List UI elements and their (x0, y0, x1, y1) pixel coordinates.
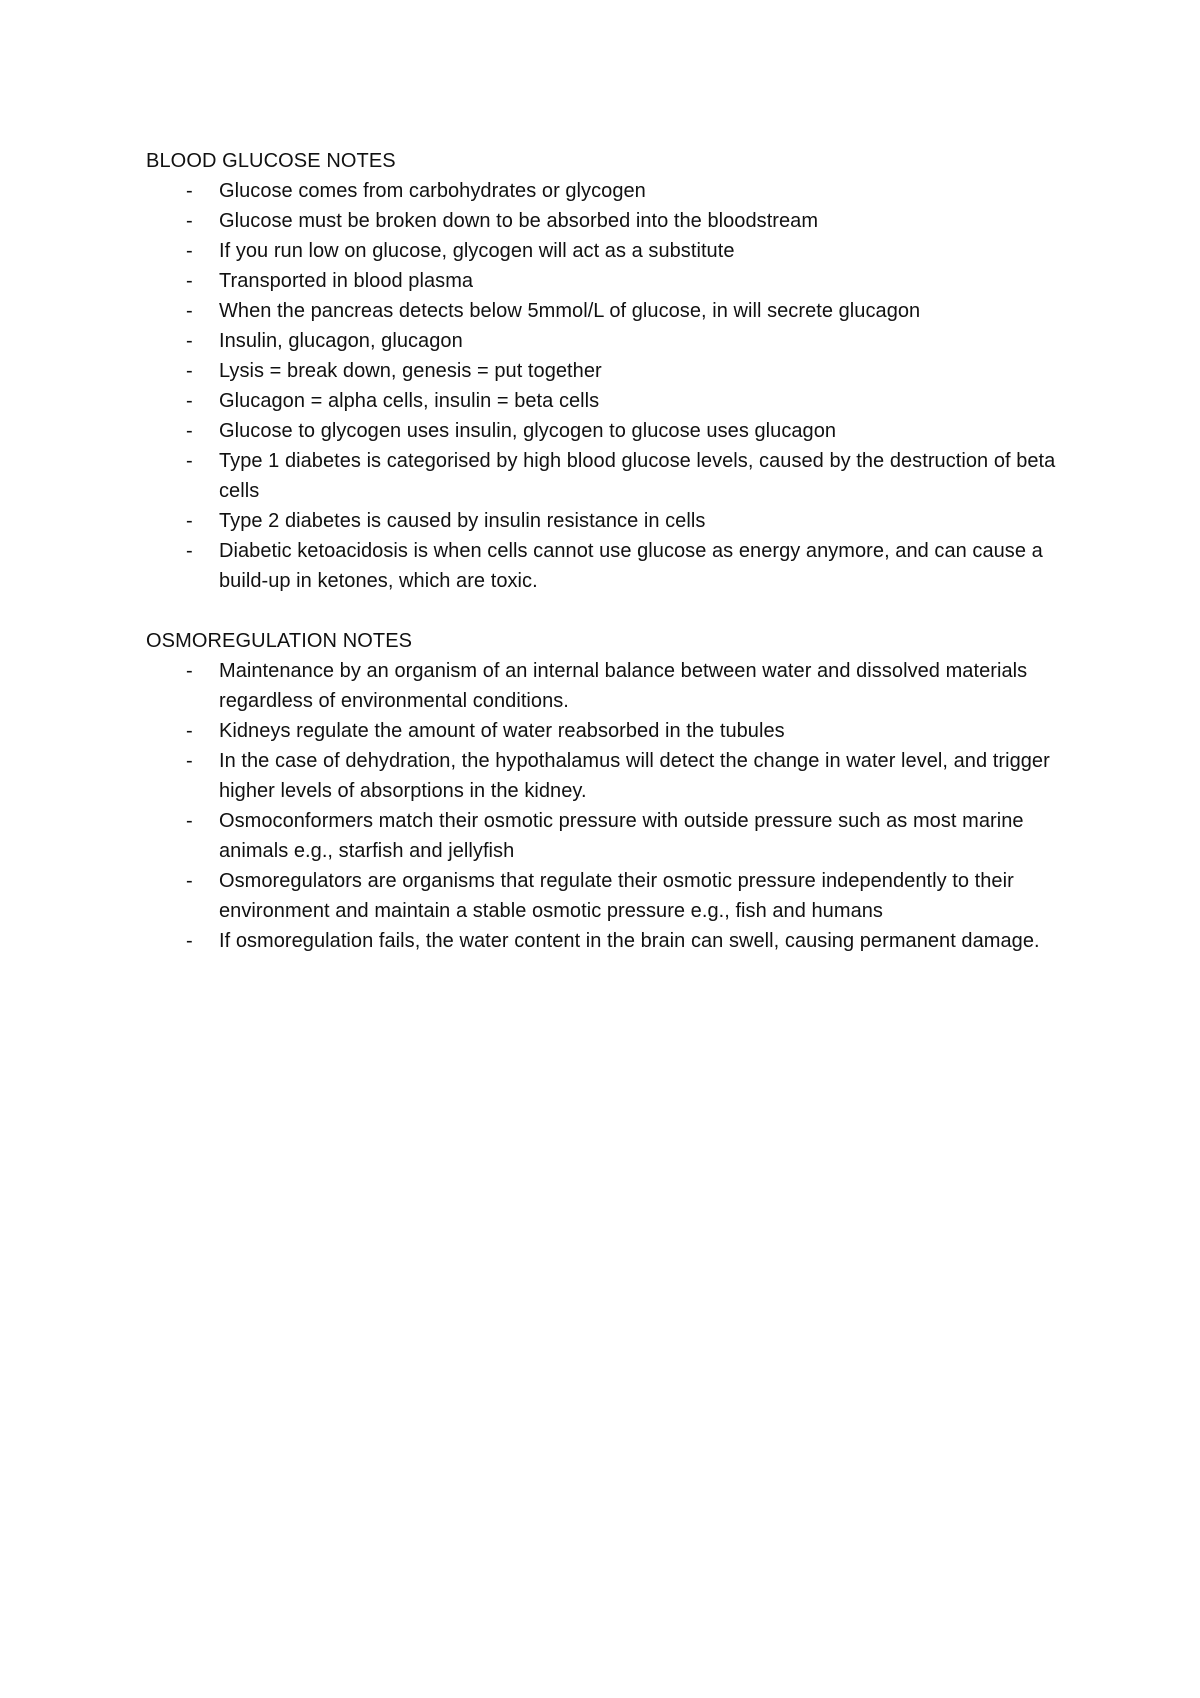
bullet-dash: - (186, 240, 193, 262)
bullet-dash: - (186, 330, 193, 352)
list-item-text: Glucagon = alpha cells, insulin = beta cells (219, 390, 600, 412)
list-item (146, 176, 1076, 206)
section-heading: BLOOD GLUCOSE NOTES (146, 150, 396, 172)
list-item (146, 266, 1076, 296)
list-item (146, 746, 1076, 806)
notes-list (146, 656, 1076, 956)
list-item (146, 806, 1076, 866)
list-item-text: Osmoconformers match their osmotic pressure with outside pressure such as most marine animals e.g., starfish and jellyfish (219, 810, 1024, 862)
bullet-dash: - (186, 750, 193, 772)
list-item-text: Maintenance by an organism of an internal balance between water and dissolved materials regardless of environmental conditions. (219, 660, 1028, 712)
list-item-text: Transported in blood plasma (219, 270, 474, 292)
list-item-text: Lysis = break down, genesis = put together (219, 360, 602, 382)
bullet-dash: - (186, 810, 193, 832)
bullet-dash: - (186, 390, 193, 412)
list-item-text: Osmoregulators are organisms that regulate their osmotic pressure independently to their environment and maintain a stable osmotic pressure e.g., fish and humans (219, 870, 1014, 922)
bullet-dash: - (186, 450, 193, 472)
list-item (146, 446, 1076, 506)
list-item-text: Type 1 diabetes is categorised by high blood glucose levels, caused by the destruction of beta cells (219, 450, 1056, 502)
bullet-dash: - (186, 660, 193, 682)
bullet-dash: - (186, 510, 193, 532)
list-item-text: Glucose comes from carbohydrates or glycogen (219, 180, 646, 202)
list-item-text: Insulin, glucagon, glucagon (219, 330, 463, 352)
list-item (146, 536, 1076, 596)
list-item (146, 716, 1076, 746)
list-item (146, 866, 1076, 926)
document-body (146, 146, 1076, 956)
osmoregulation-section (146, 626, 1076, 956)
list-item-text: If you run low on glucose, glycogen will act as a substitute (219, 240, 735, 262)
list-item-text: In the case of dehydration, the hypothalamus will detect the change in water level, and trigger higher levels of absorptions in the kidney. (219, 750, 1050, 802)
bullet-dash: - (186, 870, 193, 892)
list-item (146, 326, 1076, 356)
list-item (146, 386, 1076, 416)
list-item-text: Glucose must be broken down to be absorbed into the bloodstream (219, 210, 819, 232)
list-item-text: Glucose to glycogen uses insulin, glycogen to glucose uses glucagon (219, 420, 837, 442)
blood-glucose-section (146, 146, 1076, 596)
bullet-dash: - (186, 720, 193, 742)
bullet-dash: - (186, 930, 193, 952)
list-item (146, 506, 1076, 536)
bullet-dash: - (186, 420, 193, 442)
section-heading: OSMOREGULATION NOTES (146, 630, 413, 652)
list-item (146, 236, 1076, 266)
list-item (146, 206, 1076, 236)
bullet-dash: - (186, 270, 193, 292)
list-item-text: Type 2 diabetes is caused by insulin resistance in cells (219, 510, 706, 532)
list-item-text: Kidneys regulate the amount of water reabsorbed in the tubules (219, 720, 785, 742)
bullet-dash: - (186, 210, 193, 232)
list-item-text: If osmoregulation fails, the water content in the brain can swell, causing permanent damage. (219, 930, 1040, 952)
list-item (146, 296, 1076, 326)
bullet-dash: - (186, 360, 193, 382)
bullet-dash: - (186, 180, 193, 202)
list-item-text: When the pancreas detects below 5mmol/L of glucose, in will secrete glucagon (219, 300, 921, 322)
bullet-dash: - (186, 300, 193, 322)
list-item (146, 416, 1076, 446)
list-item (146, 926, 1076, 956)
list-item-text: Diabetic ketoacidosis is when cells cannot use glucose as energy anymore, and can cause a build-up in ketones, which are toxic. (219, 540, 1043, 592)
list-item (146, 656, 1076, 716)
notes-list (146, 176, 1076, 596)
list-item (146, 356, 1076, 386)
bullet-dash: - (186, 540, 193, 562)
